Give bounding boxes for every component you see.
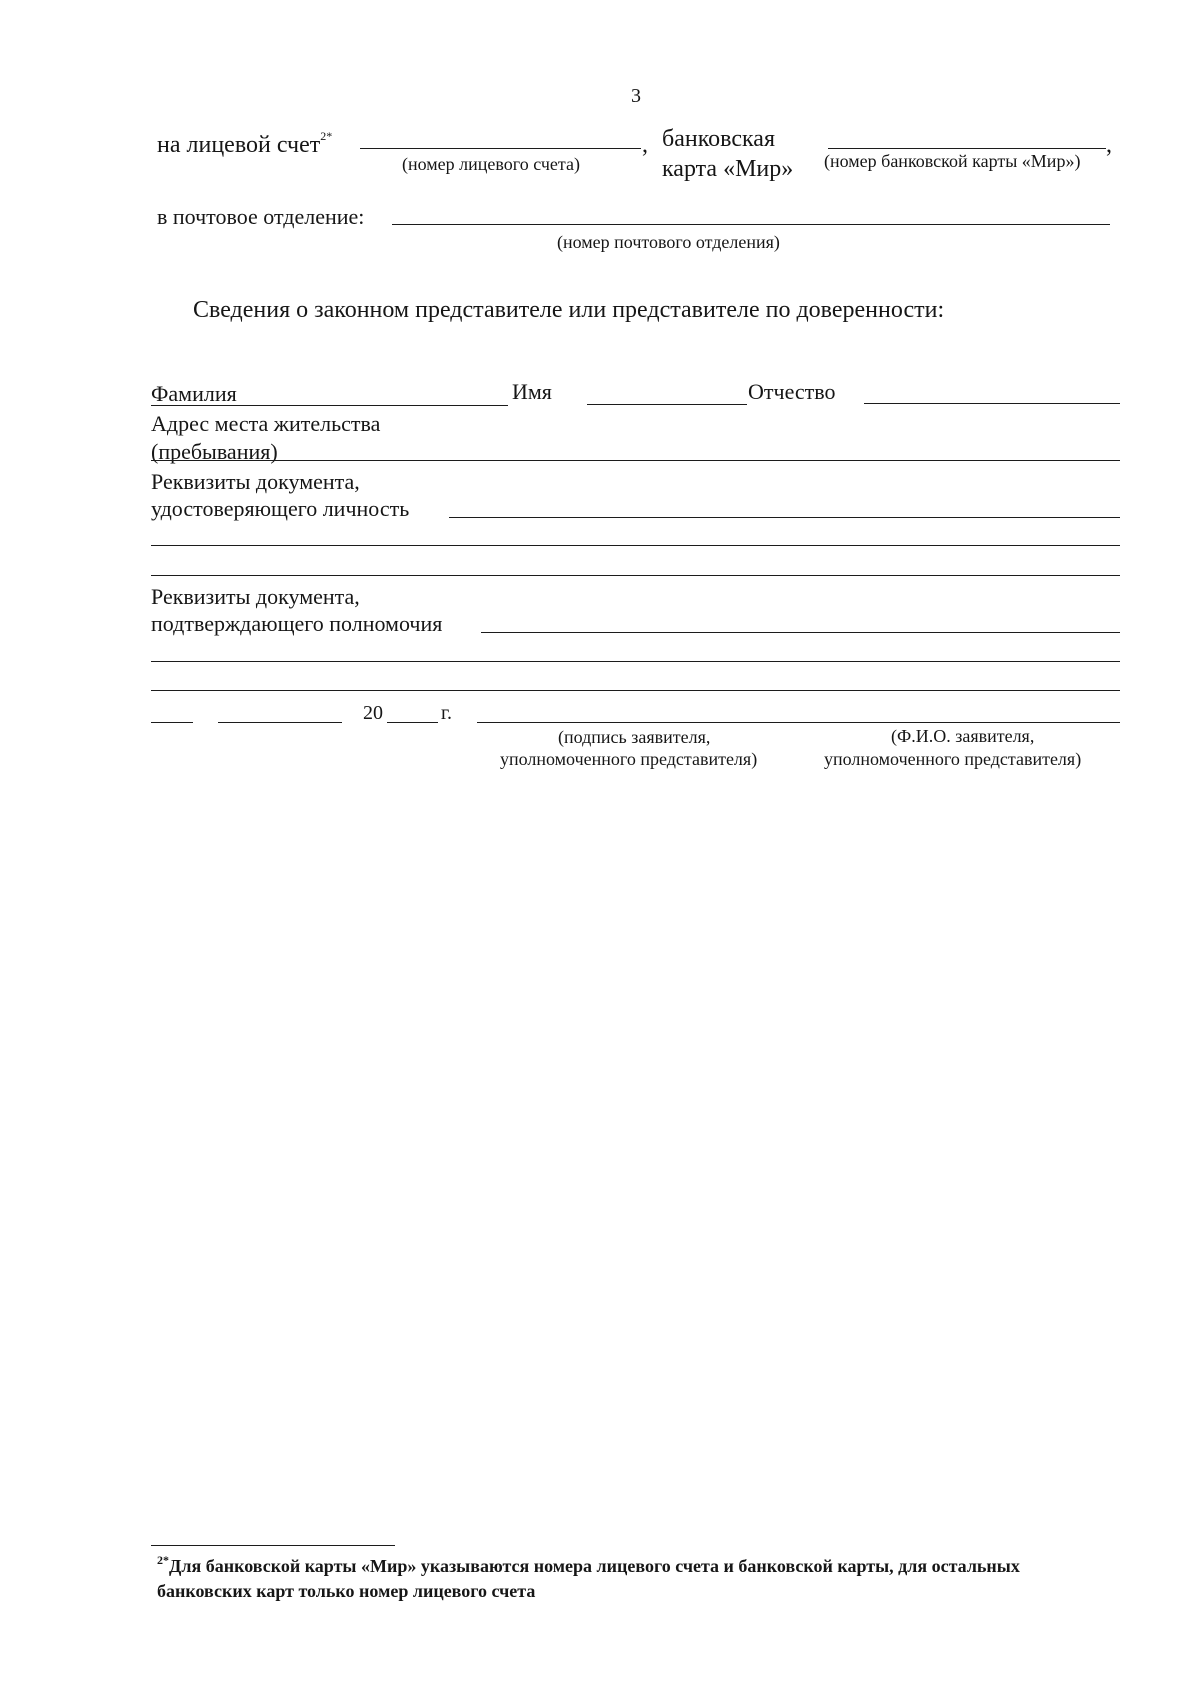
address-label-line2: (пребывания) bbox=[151, 439, 278, 464]
date-year-suffix: г. bbox=[441, 702, 452, 724]
date-day-field[interactable] bbox=[151, 722, 193, 723]
fio-hint-line1: (Ф.И.О. заявителя, bbox=[891, 726, 1035, 746]
card-number-field[interactable] bbox=[828, 148, 1106, 149]
patronymic-label: Отчество bbox=[748, 379, 836, 404]
account-number-hint: (номер лицевого счета) bbox=[402, 154, 580, 174]
fio-hint-line2: уполномоченного представителя) bbox=[824, 749, 1082, 769]
signature-field[interactable] bbox=[477, 722, 1120, 723]
id-doc-field-3[interactable] bbox=[151, 575, 1120, 576]
card-label-line2: карта «Мир» bbox=[662, 156, 794, 182]
patronymic-field[interactable] bbox=[864, 403, 1120, 404]
page-number: 3 bbox=[631, 85, 641, 107]
id-doc-label-line1: Реквизиты документа, bbox=[151, 469, 360, 494]
post-office-hint: (номер почтового отделения) bbox=[557, 232, 780, 252]
surname-field[interactable] bbox=[151, 405, 508, 406]
address-label-line1: Адрес места жительства bbox=[151, 411, 381, 436]
surname-label: Фамилия bbox=[151, 381, 237, 406]
footnote-mark: 2* bbox=[157, 1553, 169, 1567]
card-comma: , bbox=[1106, 132, 1112, 158]
footnote-line1 bbox=[157, 1553, 1020, 1576]
footnote-line1-text: Для банковской карты «Мир» указываются номера лицевого счета и банковской карты, для остальных bbox=[169, 1556, 1020, 1576]
footnote-separator bbox=[151, 1545, 395, 1546]
auth-doc-field-2[interactable] bbox=[151, 661, 1120, 662]
date-month-field[interactable] bbox=[218, 722, 342, 723]
post-office-label: в почтовое отделение: bbox=[157, 204, 365, 229]
account-number-field[interactable] bbox=[360, 148, 641, 149]
address-field[interactable] bbox=[151, 460, 1120, 461]
post-office-field[interactable] bbox=[392, 224, 1110, 225]
card-label-line1: банковская bbox=[662, 126, 775, 152]
signature-hint-line1: (подпись заявителя, bbox=[558, 727, 711, 747]
representative-heading: Сведения о законном представителе или представителе по доверенности: bbox=[193, 297, 945, 323]
footnote-line2: банковских карт только номер лицевого счета bbox=[157, 1581, 536, 1601]
signature-hint-line2: уполномоченного представителя) bbox=[500, 749, 758, 769]
account-footnote-mark: 2* bbox=[320, 129, 333, 143]
auth-doc-field-3[interactable] bbox=[151, 690, 1120, 691]
name-label: Имя bbox=[512, 379, 552, 404]
card-number-hint: (номер банковской карты «Мир») bbox=[824, 151, 1081, 171]
account-comma: , bbox=[642, 132, 648, 158]
auth-doc-field-1[interactable] bbox=[481, 632, 1120, 633]
account-label bbox=[157, 129, 333, 158]
account-label-text: на лицевой счет bbox=[157, 132, 321, 158]
date-year-prefix: 20 bbox=[363, 702, 383, 724]
id-doc-field-2[interactable] bbox=[151, 545, 1120, 546]
name-field[interactable] bbox=[587, 404, 747, 405]
auth-doc-label-line2: подтверждающего полномочия bbox=[151, 611, 443, 636]
id-doc-field-1[interactable] bbox=[449, 517, 1120, 518]
date-year-field[interactable] bbox=[387, 722, 438, 723]
auth-doc-label-line1: Реквизиты документа, bbox=[151, 584, 360, 609]
id-doc-label-line2: удостоверяющего личность bbox=[151, 496, 410, 521]
